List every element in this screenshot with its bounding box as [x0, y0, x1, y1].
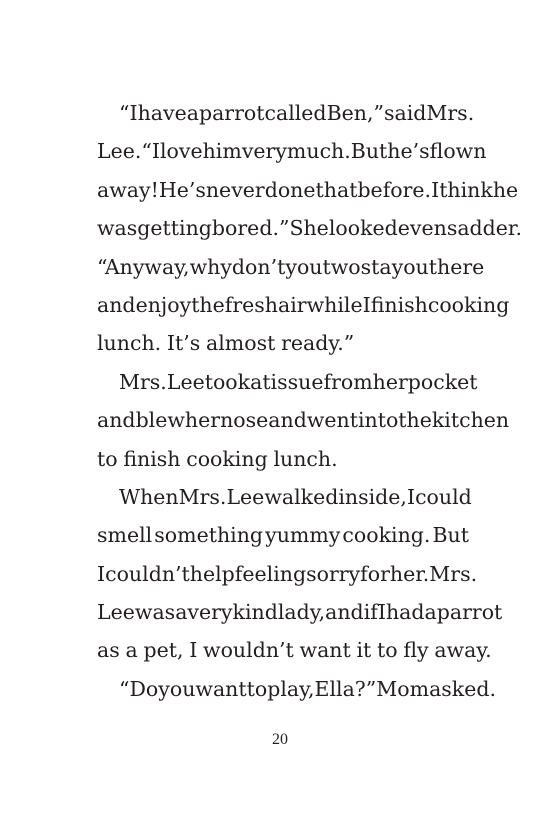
- word: finish: [370, 292, 428, 317]
- paragraph: [97, 670, 496, 708]
- word: Lee: [166, 369, 205, 394]
- text-line: [97, 555, 478, 593]
- text-line: [97, 132, 487, 170]
- word: “Do: [119, 676, 159, 701]
- word: But: [350, 139, 388, 164]
- word: don’t: [231, 254, 286, 279]
- word: before.: [357, 177, 432, 202]
- word: Ben,”: [326, 101, 384, 125]
- word: He’s: [158, 177, 206, 202]
- word: a: [186, 101, 199, 125]
- text-line: [97, 401, 510, 439]
- word: took: [204, 369, 251, 394]
- word: called: [264, 101, 327, 125]
- word: wouldn’t: [203, 638, 294, 663]
- word: her: [184, 408, 221, 433]
- word: air: [278, 292, 307, 317]
- word: away.: [434, 638, 492, 663]
- word: why: [189, 254, 232, 279]
- word: him: [202, 139, 242, 164]
- word: Lee.: [97, 139, 142, 164]
- word: even: [397, 216, 447, 241]
- word: fly: [403, 638, 429, 663]
- word: parrot: [436, 600, 503, 625]
- word: “I: [141, 139, 160, 164]
- word: from: [323, 369, 373, 394]
- word: away!: [97, 177, 159, 202]
- word: out: [403, 254, 437, 279]
- word: parrot: [198, 101, 265, 125]
- text-line: [97, 286, 510, 324]
- word: went: [306, 408, 358, 433]
- word: inside,: [338, 484, 407, 509]
- body-text: [97, 94, 522, 708]
- word: that: [315, 177, 358, 202]
- word: Mrs.: [429, 561, 478, 586]
- word: I: [97, 561, 106, 586]
- word: cooking.: [342, 523, 431, 548]
- word: lunch.: [97, 331, 162, 356]
- word: looked: [328, 216, 398, 241]
- word: if: [363, 600, 378, 625]
- text-line: [97, 248, 485, 286]
- word: said: [383, 101, 427, 125]
- word: a: [250, 369, 263, 394]
- word: finish: [123, 446, 181, 471]
- word: very: [187, 600, 233, 625]
- word: and: [97, 292, 136, 317]
- word: cooking: [427, 292, 510, 317]
- text-line: [97, 440, 469, 478]
- word: as: [97, 638, 120, 663]
- text-line: [97, 631, 492, 669]
- word: Mrs.: [119, 369, 167, 394]
- word: smell: [97, 523, 153, 548]
- word: Lee: [97, 600, 135, 625]
- word: her: [372, 369, 408, 394]
- page-number: 20: [272, 731, 288, 748]
- word: it: [356, 638, 372, 663]
- text-line: [97, 209, 522, 247]
- word: walked: [264, 484, 339, 509]
- word: to: [246, 676, 268, 701]
- word: the: [398, 408, 432, 433]
- word: love: [159, 139, 203, 164]
- word: almost: [206, 331, 276, 356]
- word: to: [97, 446, 118, 471]
- text-line: [97, 363, 478, 401]
- paragraph: [97, 363, 510, 478]
- word: couldn’t: [105, 561, 190, 586]
- word: and: [268, 408, 307, 433]
- word: while: [306, 292, 363, 317]
- text-line: [97, 478, 472, 516]
- word: he: [492, 177, 519, 202]
- word: pet,: [143, 638, 184, 663]
- word: I: [406, 484, 416, 509]
- word: the: [191, 292, 225, 317]
- paragraph: [97, 94, 522, 363]
- word: getting: [137, 216, 212, 241]
- word: and: [97, 408, 136, 433]
- word: you: [158, 676, 196, 701]
- word: I: [362, 292, 371, 317]
- word: into: [357, 408, 399, 433]
- word: Mom: [376, 676, 430, 701]
- word: kind: [232, 600, 278, 625]
- word: It’s: [166, 331, 201, 356]
- word: “I: [119, 101, 138, 125]
- text-line: [97, 593, 503, 631]
- word: But: [432, 523, 469, 548]
- word: two: [322, 254, 361, 279]
- word: lunch.: [273, 446, 338, 471]
- word: bored.”: [211, 216, 290, 241]
- word: “Anyway,: [97, 254, 190, 279]
- word: a: [424, 600, 437, 625]
- word: stay: [360, 254, 404, 279]
- word: had: [385, 600, 425, 625]
- word: have: [137, 101, 187, 125]
- word: her.: [389, 561, 430, 586]
- word: She: [289, 216, 329, 241]
- word: yummy: [265, 523, 341, 548]
- word: here: [437, 254, 485, 279]
- word: and: [325, 600, 364, 625]
- word: to: [377, 638, 398, 663]
- word: a: [125, 638, 138, 663]
- word: ready.”: [281, 331, 355, 356]
- word: Mrs.: [426, 101, 475, 125]
- word: pocket: [407, 369, 478, 394]
- word: I: [431, 177, 440, 202]
- text-line: [97, 516, 469, 554]
- word: kitchen: [431, 408, 510, 433]
- word: sadder.: [446, 216, 522, 241]
- word: When: [119, 484, 179, 509]
- word: feeling: [234, 561, 307, 586]
- word: want: [299, 638, 351, 663]
- text-line: [97, 324, 469, 362]
- word: want: [195, 676, 247, 701]
- word: tissue: [262, 369, 324, 394]
- word: very: [241, 139, 287, 164]
- word: asked.: [429, 676, 496, 701]
- word: fresh: [224, 292, 279, 317]
- word: Ella?”: [314, 676, 377, 701]
- word: was: [134, 600, 176, 625]
- text-line: [97, 171, 519, 209]
- word: could: [415, 484, 472, 509]
- word: never: [205, 177, 265, 202]
- word: I: [189, 638, 198, 663]
- word: lady,: [277, 600, 326, 625]
- text-line: [97, 670, 496, 708]
- word: you: [285, 254, 323, 279]
- word: cooking: [186, 446, 268, 471]
- word: flown: [429, 139, 487, 164]
- word: he’s: [387, 139, 430, 164]
- word: was: [97, 216, 138, 241]
- word: Lee: [226, 484, 265, 509]
- text-line: [97, 94, 475, 132]
- word: much.: [286, 139, 351, 164]
- word: I: [377, 600, 386, 625]
- paragraph: [97, 478, 503, 670]
- word: something: [154, 523, 264, 548]
- word: for: [360, 561, 390, 586]
- word: done: [264, 177, 316, 202]
- word: blew: [135, 408, 185, 433]
- word: nose: [220, 408, 269, 433]
- word: help: [189, 561, 235, 586]
- word: think: [439, 177, 493, 202]
- word: enjoy: [135, 292, 192, 317]
- word: a: [175, 600, 188, 625]
- word: play,: [267, 676, 315, 701]
- word: sorry: [306, 561, 361, 586]
- word: Mrs.: [178, 484, 227, 509]
